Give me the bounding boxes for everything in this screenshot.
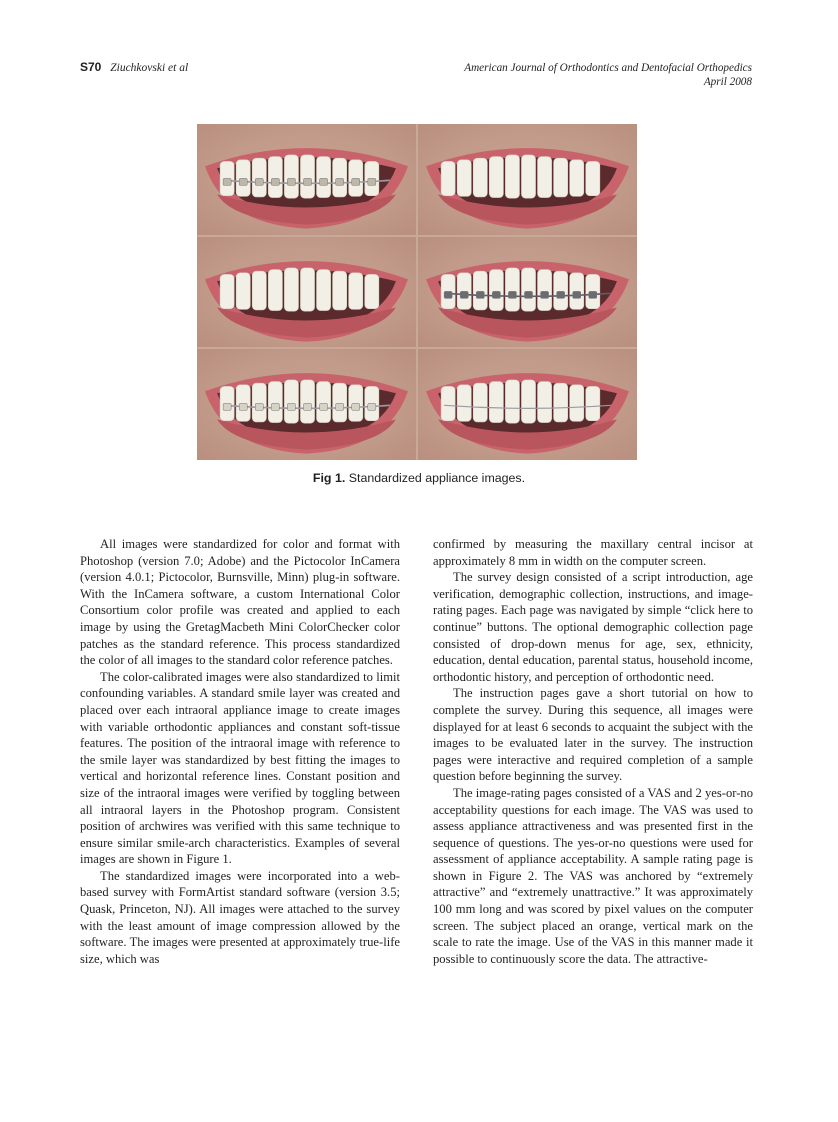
running-authors: Ziuchkovski et al	[110, 62, 189, 74]
smile-image	[197, 349, 416, 460]
journal-name: American Journal of Orthodontics and Dentofacial Orthopedics	[464, 62, 752, 74]
right-column	[433, 536, 753, 967]
figure-label: Fig 1.	[312, 471, 346, 485]
paragraph: The image-rating pages consisted of a VAS and 2 yes-or-no acceptability questions for each image. The VAS was used to assess appliance attractiveness and was presented first in the sequence of questions. The yes-or-no questions were used for assessment of appliance acceptability. A sample rating page is shown in Figure 2. The VAS was anchored by “extremely attractive” and “extremely unattractive.” It was approximately 100 mm long and was scored by pixel values on the computer screen. The subject placed an orange, vertical mark on the scale to rate the image. Use of the VAS in this manner made it possible to continuously score the data. The attractive-	[433, 785, 753, 966]
running-header-right	[464, 61, 752, 89]
left-column	[80, 536, 400, 967]
smile-image	[418, 349, 637, 460]
paragraph: The instruction pages gave a short tutorial on how to complete the survey. During this sequence, all images were displayed for at least 6 seconds to acquaint the subject with the images to be evaluated later in the survey. The instruction pages were interactive and required completion of a sample question before beginning the survey.	[433, 686, 753, 784]
smile-image	[197, 124, 416, 235]
smile-illustration	[418, 124, 637, 235]
smile-image	[418, 237, 637, 348]
paragraph: The survey design consisted of a script introduction, age verification, demographic collection, instructions, and image-rating pages. Each page was navigated by simple “click here to continue” buttons. The optional demographic collection page consisted of drop-down menus for age, sex, ethnicity, education, dental education, parental status, household income, orthodontic history, and perception of orthodontic need.	[433, 570, 753, 684]
paragraph: confirmed by measuring the maxillary central incisor at approximately 8 mm in width on the computer screen.	[433, 537, 753, 568]
figure-1-image-grid	[197, 124, 637, 460]
issue-date: April 2008	[703, 76, 752, 88]
smile-image	[197, 237, 416, 348]
smile-illustration	[197, 349, 416, 460]
running-header-left	[80, 60, 188, 74]
smile-illustration	[418, 349, 637, 460]
paragraph: The standardized images were incorporated into a web-based survey with FormArtist standard software (version 3.5; Quask, Princeton, NJ). All images were attached to the survey with the least amount of image compression allowed by the software. The images were presented at approximately true-life size, which was	[80, 868, 400, 966]
figure-caption	[0, 471, 838, 485]
paragraph: All images were standardized for color and format with Photoshop (version 7.0; Adobe) and the Pictocolor InCamera (version 4.0.1; Pictocolor, Burnsville, Minn) plug-in software. With the InCamera software, a custom International Color Consortium color profile was created and applied to each image by using the GretagMacbeth Mini ColorChecker color patches as the standard reference. This process standardized the color of all images to the standard color reference patches.	[80, 537, 400, 668]
paragraph: The color-calibrated images were also standardized to limit confounding variables. A standard smile layer was created and placed over each intraoral appliance image to create images with variable orthodontic appliances and constant soft-tissue features. The position of the intraoral image with reference to the smile layer was standardized by best fitting the images to vertical and horizontal reference lines. Constant position and size of the intraoral images were verified by toggling between all intraoral layers in the Photoshop program. Consistent position of archwires was verified with this same technique to ensure similar smile-arch characteristics. Examples of several images are shown in Figure 1.	[80, 669, 400, 867]
smile-image	[418, 124, 637, 235]
figure-caption-text: Standardized appliance images.	[348, 471, 526, 485]
smile-illustration	[197, 237, 416, 348]
page-number: S70	[80, 60, 102, 74]
smile-illustration	[418, 237, 637, 348]
smile-illustration	[197, 124, 416, 235]
